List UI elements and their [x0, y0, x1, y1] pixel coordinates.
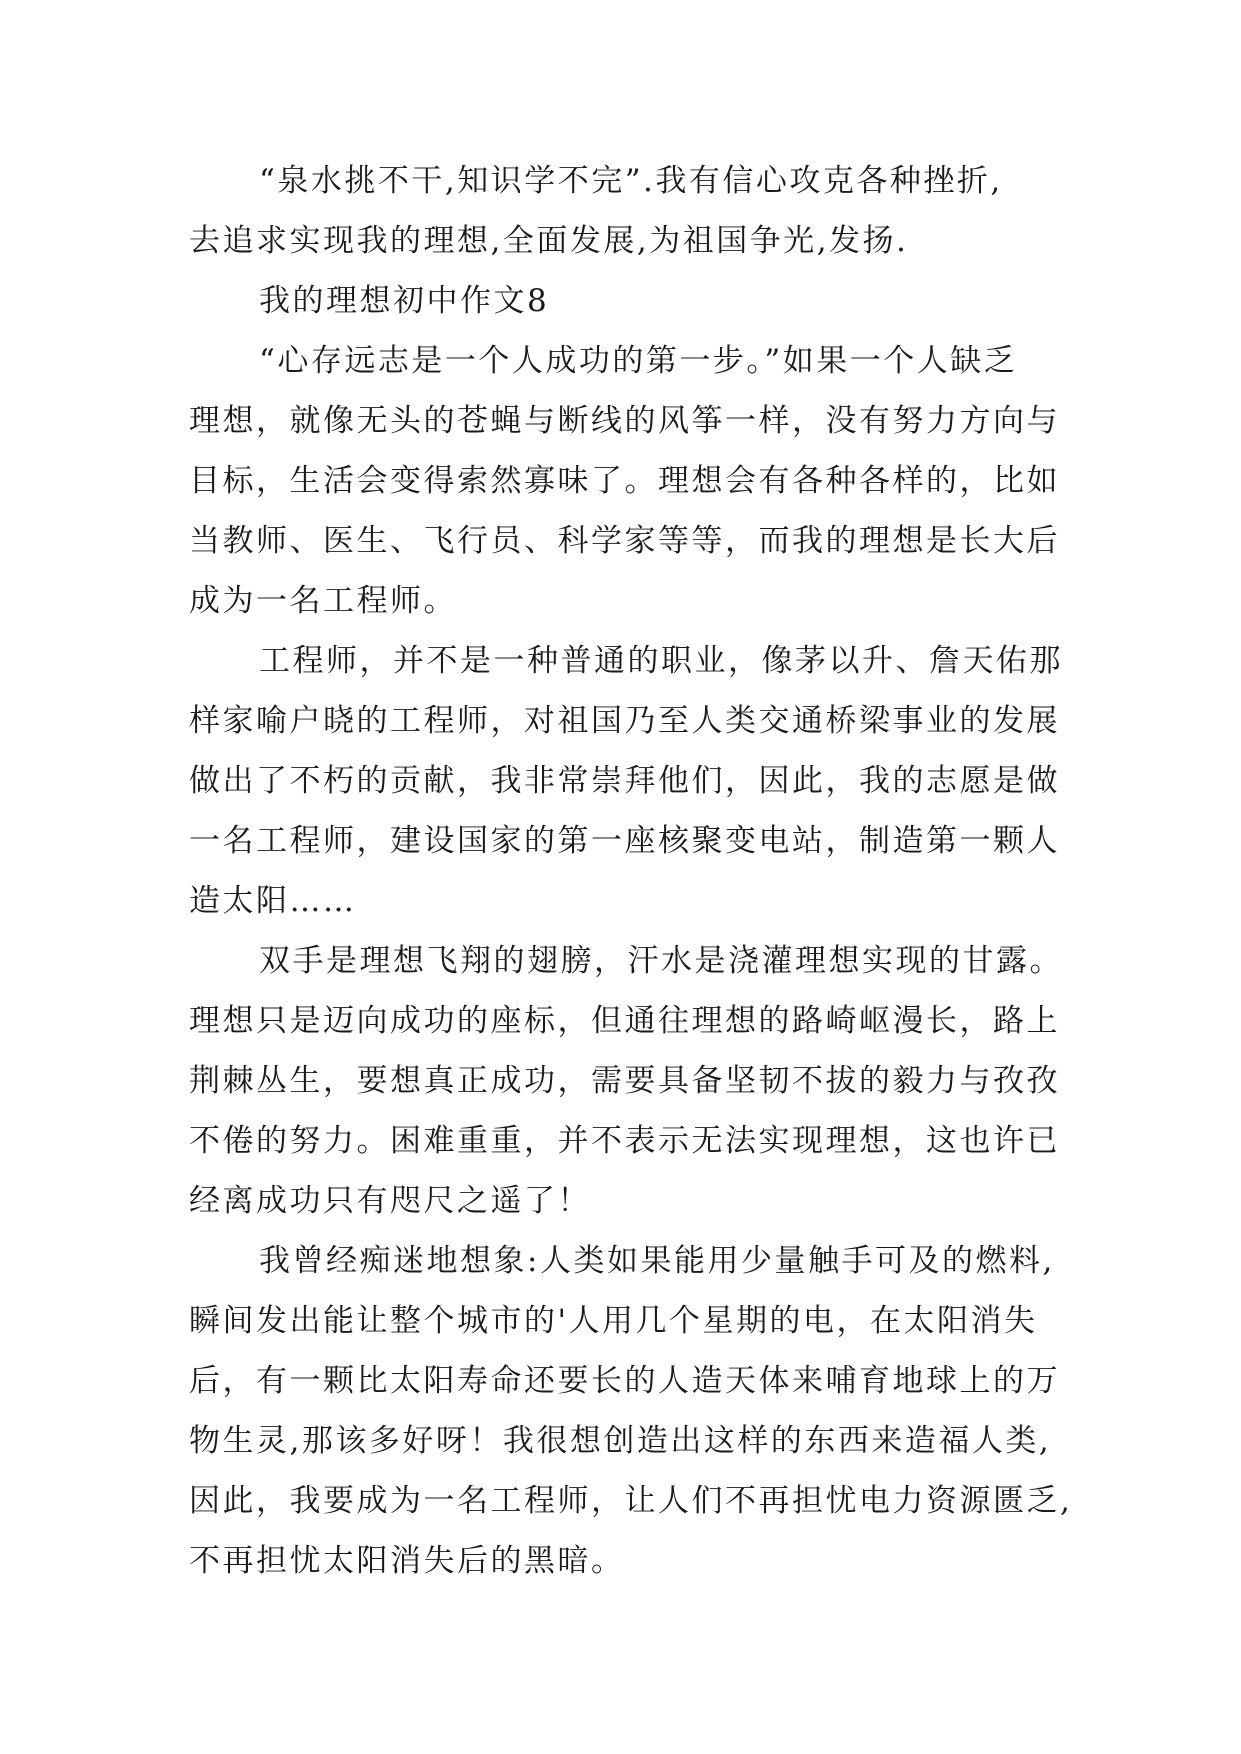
- text-line: 不再担忧太阳消失后的黑暗。: [189, 1543, 625, 1579]
- text-line: 不倦的努力。困难重重，并不表示无法实现理想，这也许已: [189, 1123, 1060, 1159]
- text-line: 双手是理想飞翔的翅膀，汗水是浇灌理想实现的甘露。: [259, 943, 1063, 979]
- text-line: 目标，生活会变得索然寡味了。理想会有各种各样的，比如: [189, 463, 1060, 499]
- text-line: 荆棘丛生，要想真正成功，需要具备坚韧不拔的毅力与孜孜: [189, 1063, 1060, 1099]
- text-line: “心存远志是一个人成功的第一步。”如果一个人缺乏: [259, 343, 1018, 379]
- section-heading: 我的理想初中作文8: [259, 283, 550, 319]
- text-line: 理想只是迈向成功的座标，但通往理想的路崎岖漫长，路上: [189, 1003, 1060, 1039]
- text-line: 经离成功只有咫尺之遥了！: [189, 1183, 591, 1219]
- text-line: 我曾经痴迷地想象:人类如果能用少量触手可及的燃料,: [259, 1243, 1055, 1279]
- text-line: 物生灵,那该多好呀！我很想创造出这样的东西来造福人类,: [189, 1423, 1052, 1459]
- text-line: 工程师，并不是一种普通的职业，像茅以升、詹天佑那: [259, 643, 1063, 679]
- text-line: 造太阳……: [189, 883, 357, 919]
- text-line: “泉水挑不干,知识学不完”.我有信心攻克各种挫折,: [259, 163, 1003, 199]
- text-line: 样家喻户晓的工程师，对祖国乃至人类交通桥梁事业的发展: [189, 703, 1060, 739]
- text-line: 瞬间发出能让整个城市的'人用几个星期的电，在太阳消失: [189, 1303, 1038, 1339]
- text-line: 成为一名工程师。: [189, 583, 457, 619]
- text-line: 当教师、医生、飞行员、科学家等等，而我的理想是长大后: [189, 523, 1060, 559]
- text-line: 做出了不朽的贡献，我非常崇拜他们，因此，我的志愿是做: [189, 763, 1060, 799]
- text-line: 后，有一颗比太阳寿命还要长的人造天体来哺育地球上的万: [189, 1363, 1060, 1399]
- text-line: 去追求实现我的理想,全面发展,为祖国争光,发扬.: [189, 223, 909, 259]
- text-line: 因此，我要成为一名工程师，让人们不再担忧电力资源匮乏,: [189, 1483, 1073, 1519]
- text-line: 理想，就像无头的苍蝇与断线的风筝一样，没有努力方向与: [189, 403, 1060, 439]
- text-line: 一名工程师，建设国家的第一座核聚变电站，制造第一颗人: [189, 823, 1060, 859]
- document-body: [189, 151, 1073, 1591]
